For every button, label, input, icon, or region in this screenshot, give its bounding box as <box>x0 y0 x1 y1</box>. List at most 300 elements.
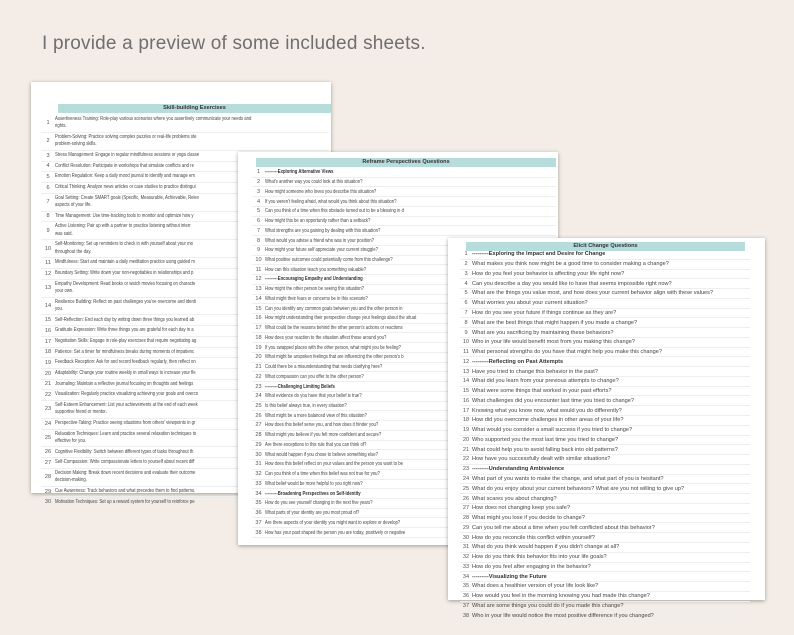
row-text-line: your own. <box>55 288 74 295</box>
row-number: 36 <box>255 510 262 517</box>
table-row <box>252 217 556 227</box>
row-text-line: Is this belief always true, in every situation? <box>265 402 347 409</box>
row-number: 12 <box>44 270 52 277</box>
row-number: 14 <box>255 295 262 302</box>
row-text-line: Can you describe a day you would like to have that seems impossible right now? <box>472 280 672 287</box>
row-text-line: throughout the day. <box>55 248 92 255</box>
row-text <box>472 583 750 589</box>
row-number: 25 <box>462 485 470 492</box>
row-number: 7 <box>46 199 50 206</box>
row-number: 5 <box>46 174 50 181</box>
table-row <box>252 178 556 188</box>
row-text-line: Empathy Development: Read books or watch movies focusing on characte <box>55 280 196 287</box>
row-number: 1 <box>46 120 50 127</box>
row-text-line: Who supported you the most last time you tried to change? <box>472 436 619 443</box>
row-text-line: How might this be an opportunity rather than a setback? <box>265 218 371 225</box>
row-text-line: Gratitude Expression: Write three things you are grateful for each day in a <box>55 327 194 334</box>
table-row <box>460 260 750 270</box>
row-text <box>472 281 750 287</box>
row-text-line: What might their fears or concerns be in this scenario? <box>265 295 368 302</box>
row-number: 10 <box>255 256 262 263</box>
row-text-line: Motivation Techniques: Set up a reward system for yourself to reinforce pe <box>55 498 195 505</box>
row-text <box>472 369 750 375</box>
row-text <box>472 515 750 521</box>
preview-headline: I provide a preview of some included sheets. <box>42 33 426 54</box>
row-number: 36 <box>462 593 470 600</box>
row-text-line: What are you sacrificing by maintaining these behaviors? <box>472 329 614 336</box>
row-text <box>472 603 750 609</box>
row-text-line: What evidence do you have that your belief is true? <box>265 393 362 400</box>
row-text <box>55 134 329 149</box>
row-text-line: aspects of your life. <box>55 202 92 209</box>
row-number: 31 <box>255 461 262 468</box>
row-number: 5 <box>464 290 468 297</box>
row-text-line: rights. <box>55 123 67 130</box>
row-text-line: How might the other person be seeing this situation? <box>265 286 365 293</box>
table-row <box>460 592 750 602</box>
row-text-line: What scares you about changing? <box>472 495 557 502</box>
row-number: 4 <box>46 163 50 170</box>
row-text-line: supportive friend or mentor. <box>55 409 107 416</box>
row-text <box>472 476 750 482</box>
row-text <box>472 417 750 423</box>
row-text-line: What are the things you value most, and how does your current behavior align with these values? <box>472 290 713 297</box>
row-number: 28 <box>255 432 262 439</box>
row-number: 14 <box>44 303 52 309</box>
row-text-line: How does this belief reflect on your values and the person you want to be <box>265 461 404 468</box>
row-text <box>265 189 556 195</box>
row-number: 2 <box>256 179 261 186</box>
row-number: 26 <box>462 495 470 502</box>
row-text <box>472 320 750 326</box>
row-number: 24 <box>44 420 52 427</box>
row-number: 20 <box>462 436 470 443</box>
row-text-line: What parts of your identity are you most proud of? <box>265 510 360 517</box>
table-row <box>460 514 750 524</box>
row-text <box>472 271 750 277</box>
row-text-line: Critical Thinking: Analyze news articles or case studies to practice distingui <box>55 184 196 191</box>
row-number: 15 <box>462 388 470 395</box>
row-text-line: If you swapped places with the other person, what might you be feeling? <box>265 344 401 351</box>
row-number: 35 <box>462 583 470 590</box>
row-text-line: How would you feel in the morning knowing you had made this change? <box>472 593 650 600</box>
sheet-title: Elicit Change Questions <box>466 242 745 251</box>
sheet-title: Skill-building Exercises <box>58 104 331 113</box>
row-number: 38 <box>462 612 470 619</box>
table-row <box>460 299 750 309</box>
row-number: 31 <box>462 544 470 551</box>
row-number: 8 <box>256 237 261 244</box>
row-text-line: Cue Awareness: Track behaviors and what precedes them to find patterns. <box>55 487 196 494</box>
row-number: 17 <box>44 338 52 345</box>
row-text-line: What does a healthier version of your life look like? <box>472 583 599 590</box>
row-number: 8 <box>46 213 50 220</box>
row-text <box>472 613 750 619</box>
row-number: 29 <box>462 524 470 531</box>
row-text-line: How has your past shaped the person you are today, positively or negative <box>265 529 406 536</box>
row-text-line: ---------Understanding Ambivalence <box>472 466 565 473</box>
row-text-line: ---------Broadening Perspectives on Self-Identity <box>265 490 361 497</box>
row-text-line: How might understanding their perspective change your feelings about the situat <box>265 315 417 322</box>
table-row <box>460 494 750 504</box>
row-text-line: Could there be a misunderstanding that needs clarifying here? <box>265 364 383 371</box>
table-row <box>460 367 750 377</box>
section-heading-row <box>460 572 750 582</box>
table-row <box>460 582 750 592</box>
row-text-line: Self-Compassion: Write compassionate letters to yourself about recent diff <box>55 459 195 466</box>
row-number: 21 <box>462 446 470 453</box>
row-text <box>472 300 750 306</box>
row-text-line: Conflict Resolution: Participate in workshops that simulate conflicts and re <box>55 162 194 169</box>
row-number: 27 <box>44 459 52 466</box>
sheet-title: Reframe Perspectives Questions <box>256 158 556 167</box>
table-row <box>460 328 750 338</box>
table-row <box>252 207 556 217</box>
table-row <box>460 611 750 621</box>
row-text <box>472 554 750 560</box>
row-number: 11 <box>255 266 262 273</box>
row-text <box>472 310 750 316</box>
row-text-line: What personal strengths do you have that might help you make this change? <box>472 349 662 356</box>
row-number: 24 <box>462 475 470 482</box>
row-text <box>472 466 750 472</box>
row-text-line: Can you tell me about a time when you felt conflicted about this behavior? <box>472 524 655 531</box>
row-number: 13 <box>462 368 470 375</box>
row-text <box>472 505 750 511</box>
row-text-line: Goal Setting: Create SMART goals (Specific, Measurable, Achievable, Relev <box>55 194 199 201</box>
row-text-line: Patience: Set a timer for mindfulness breaks during moments of impatienc <box>55 348 195 355</box>
row-text <box>472 261 750 267</box>
row-text-line: Stress Management: Engage in regular mindfulness sessions or yoga classe <box>55 152 200 159</box>
row-text-line: What would you advise a friend who was in your position? <box>265 237 374 244</box>
row-number: 7 <box>256 227 261 234</box>
row-text-line: effective for you. <box>55 437 87 444</box>
row-text-line: How did you overcome challenges in other areas of your life? <box>472 417 624 424</box>
row-number: 13 <box>255 286 262 293</box>
row-text-line: What would you consider a small success if you tried to change? <box>472 427 633 434</box>
row-number: 34 <box>255 490 262 497</box>
row-text-line: What could help you to avoid falling back into old patterns? <box>472 446 618 453</box>
row-number: 24 <box>255 393 262 400</box>
row-number: 16 <box>255 315 262 322</box>
row-number: 10 <box>44 245 52 252</box>
table-row <box>460 523 750 533</box>
row-number: 15 <box>255 305 262 312</box>
table-row <box>460 484 750 494</box>
table-row <box>460 270 750 280</box>
row-text-line: Have you tried to change this behavior in the past? <box>472 368 598 375</box>
row-text-line: was said. <box>55 230 73 237</box>
row-number: 32 <box>255 471 262 478</box>
row-text-line: Decision Making: Break down recent decisions and evaluate their outcome <box>55 470 196 476</box>
row-number: 20 <box>255 354 262 361</box>
row-text <box>472 593 750 599</box>
row-text-line: Time Management: Use time-tracking tools to monitor and optimize how y <box>55 212 194 219</box>
row-number: 6 <box>256 218 261 225</box>
row-number: 19 <box>462 427 470 434</box>
row-number: 25 <box>44 434 52 441</box>
row-text <box>472 544 750 550</box>
row-text <box>472 535 750 541</box>
row-text <box>472 437 750 443</box>
row-text-line: Emotion Regulation: Keep a daily mood journal to identify and manage em <box>55 173 195 180</box>
row-text <box>472 496 750 502</box>
row-text <box>55 116 329 131</box>
row-text-line: What might you believe if you felt more confident and secure? <box>265 432 382 439</box>
table-row <box>252 197 556 207</box>
row-number: 27 <box>462 505 470 512</box>
row-text-line: ---------Exploring the Impact and Desire for Change <box>472 251 606 258</box>
row-number: 9 <box>464 329 468 336</box>
row-text-line: Boundary Setting: Write down your non-negotiables in relationships and p <box>55 270 194 277</box>
row-text <box>472 574 750 580</box>
row-text <box>265 228 556 234</box>
row-text-line: ---------Challenging Limiting Beliefs <box>265 383 335 390</box>
row-text-line: Self-Esteem Enhancement: List your achievements at the end of each week <box>55 402 198 409</box>
row-text-line: What are some things you could do if you made this change? <box>472 602 624 609</box>
row-text-line: What challenges did you encounter last time you tried to change? <box>472 397 635 404</box>
row-number: 23 <box>462 466 470 473</box>
row-text <box>472 290 750 296</box>
row-number: 22 <box>462 456 470 463</box>
row-text <box>265 199 556 205</box>
row-text-line: Who in your life would notice the most positive difference if you changed? <box>472 612 654 619</box>
row-text-line: Self-Monitoring: Set up reminders to check in with yourself about your mo <box>55 241 193 248</box>
row-text-line: What strengths are you gaining by dealing with this situation? <box>265 227 381 234</box>
row-text-line: Problem-Solving: Practice solving complex puzzles or real-life problems ste <box>55 134 197 141</box>
table-row <box>460 318 750 328</box>
table-row <box>252 226 556 236</box>
row-text-line: What could be the reasons behind the other person's actions or reactions <box>265 325 403 332</box>
table-row <box>460 396 750 406</box>
row-number: 2 <box>46 138 50 145</box>
row-number: 22 <box>255 373 262 380</box>
row-text-line: Relaxation Techniques: Learn and practice several relaxation techniques to <box>55 430 197 437</box>
table-row <box>460 533 750 543</box>
row-text-line: ---------Reflecting on Past Attempts <box>472 358 564 365</box>
row-text-line: Are there aspects of your identity you might want to explore or develop? <box>265 519 401 526</box>
row-text <box>472 486 750 492</box>
table-row <box>460 426 750 436</box>
row-number: 30 <box>255 451 262 458</box>
row-text <box>265 169 556 175</box>
row-number: 8 <box>464 319 468 326</box>
row-text <box>472 564 750 570</box>
table-row <box>460 416 750 426</box>
row-number: 23 <box>255 383 262 390</box>
row-number: 30 <box>462 534 470 541</box>
row-text-line: What did you learn from your previous attempts to change? <box>472 378 619 385</box>
row-number: 21 <box>44 381 52 388</box>
row-number: 10 <box>462 339 470 346</box>
table-row <box>41 115 329 133</box>
row-number: 30 <box>44 499 52 506</box>
row-number: 4 <box>464 280 468 287</box>
table-row <box>460 309 750 319</box>
row-number: 20 <box>44 370 52 377</box>
row-number: 9 <box>46 227 50 234</box>
row-number: 22 <box>44 392 52 399</box>
row-text <box>472 349 750 355</box>
row-text-line: Negotiation Skills: Engage in role-play exercises that require negotiating ag <box>55 338 197 345</box>
row-text-line: Self-Reflection: End each day by writing down three things you learned ab <box>55 316 195 323</box>
row-text-line: Resilience Building: Reflect on past challenges you've overcome and identi <box>55 298 196 305</box>
row-text-line: What's another way you could look at this situation? <box>265 179 363 186</box>
row-number: 29 <box>255 441 262 448</box>
row-number: 38 <box>255 529 262 536</box>
row-text-line: How do you see your future if things continue as they are? <box>472 309 617 316</box>
row-text-line: What do you enjoy about your current behaviors? What are you not willing to give up? <box>472 485 685 492</box>
row-text-line: What are the best things that might happen if you made a change? <box>472 319 638 326</box>
row-text-line: Who in your life would benefit most from you making this change? <box>472 339 635 346</box>
row-text-line: Are there exceptions to this rule that you can think of? <box>265 441 367 448</box>
row-text-line: Journaling: Maintain a reflective journal focusing on thoughts and feelings <box>55 380 194 387</box>
row-text-line: How do you think this behavior fits into your life goals? <box>472 554 607 561</box>
row-number: 12 <box>255 276 262 283</box>
row-text-line: How do you reconcile this conflict within yourself? <box>472 534 595 541</box>
row-number: 23 <box>44 406 52 413</box>
row-text-line: What might you lose if you decide to change? <box>472 515 585 522</box>
row-text-line: What makes you think now might be a good time to consider making a change? <box>472 261 669 268</box>
row-number: 28 <box>462 515 470 522</box>
table-row <box>460 279 750 289</box>
table-row <box>460 445 750 455</box>
row-text-line: What compassion can you offer to the other person? <box>265 373 364 380</box>
row-number: 27 <box>255 422 262 429</box>
section-heading-row <box>460 357 750 367</box>
row-number: 19 <box>255 344 262 351</box>
row-text-line: Adaptability: Change your routine weekly in small ways to increase your fle <box>55 370 196 377</box>
row-number: 14 <box>462 378 470 385</box>
row-number: 15 <box>44 317 52 324</box>
row-number: 35 <box>255 500 262 507</box>
row-number: 26 <box>44 449 52 456</box>
row-text-line: What part of you wants to make the change, and what part of you is hesitant? <box>472 475 664 482</box>
table-row <box>252 187 556 197</box>
row-text-line: Can you identify any common goals between you and the other person in <box>265 305 403 312</box>
row-number: 3 <box>46 152 50 159</box>
row-text-line: ---------Visualizing the Future <box>472 573 547 580</box>
row-text-line: What would happen if you chose to believe something else? <box>265 451 378 458</box>
row-number: 17 <box>462 407 470 414</box>
table-row <box>460 348 750 358</box>
table-row <box>460 338 750 348</box>
row-number: 6 <box>464 300 468 307</box>
row-text-line: How do you feel your behavior is affecting your life right now? <box>472 270 625 277</box>
row-text-line: How might your future self appreciate your current struggle? <box>265 247 378 254</box>
row-text-line: How might someone who loves you describe this situation? <box>265 188 377 195</box>
row-text-line: ---------Exploring Alternative Views <box>265 169 334 176</box>
row-number: 26 <box>255 412 262 419</box>
sheet-rows <box>460 250 750 621</box>
row-number: 33 <box>255 480 262 487</box>
row-number: 18 <box>44 349 52 356</box>
section-heading-row <box>460 465 750 475</box>
row-text-line: What worries you about your current situation? <box>472 300 588 307</box>
row-text <box>472 427 750 433</box>
row-text <box>472 456 750 462</box>
row-text <box>472 388 750 394</box>
row-number: 1 <box>256 169 261 176</box>
row-number: 18 <box>255 334 262 341</box>
table-row <box>460 504 750 514</box>
row-number: 37 <box>255 519 262 526</box>
row-text <box>265 218 556 224</box>
row-number: 33 <box>462 563 470 570</box>
row-number: 32 <box>462 554 470 561</box>
row-text-line: you. <box>55 306 64 312</box>
row-text-line: What might be unspoken feelings that are influencing the other person's b <box>265 354 404 361</box>
row-number: 11 <box>45 260 51 267</box>
row-text <box>472 378 750 384</box>
row-number: 28 <box>44 474 52 481</box>
row-number: 13 <box>44 285 52 292</box>
row-text-line: How can this situation teach you something valuable? <box>265 266 367 273</box>
row-text-line: Can you think of a time when this obstacle turned out to be a blessing in d <box>265 208 404 215</box>
row-text <box>472 447 750 453</box>
row-number: 6 <box>46 184 50 191</box>
row-text-line: How do you see yourself changing in the next five years? <box>265 500 373 507</box>
row-number: 11 <box>463 349 469 356</box>
row-text <box>265 179 556 185</box>
row-text-line: How does your reaction to the situation affect those around you? <box>265 334 387 341</box>
table-row <box>460 387 750 397</box>
section-heading-row <box>460 250 750 260</box>
row-number: 3 <box>464 270 468 277</box>
table-row <box>41 133 329 151</box>
row-number: 2 <box>464 261 468 268</box>
row-text-line: Perspective-Taking: Practice seeing situations from others' viewpoints in gr <box>55 420 196 427</box>
table-row <box>460 475 750 485</box>
row-number: 29 <box>44 488 52 495</box>
row-number: 16 <box>462 397 470 404</box>
row-text-line: Visualization: Regularly practice visualizing achieving your goals and overco <box>55 391 199 398</box>
row-text-line: Cognitive Flexibility: Switch between different types of tasks throughout th <box>55 448 194 455</box>
row-text <box>472 330 750 336</box>
row-text-line: ---------Encouraging Empathy and Understanding <box>265 276 363 283</box>
row-text <box>472 408 750 414</box>
row-number: 12 <box>462 358 470 365</box>
row-text-line: If you weren't feeling afraid, what would you think about this situation? <box>265 198 397 205</box>
row-number: 7 <box>464 309 468 316</box>
row-number: 19 <box>44 360 52 366</box>
table-row <box>460 563 750 573</box>
row-number: 18 <box>462 417 470 424</box>
row-text <box>472 359 750 365</box>
row-number: 16 <box>44 327 52 334</box>
row-text-line: Mindfulness: Start and maintain a daily meditation practice using guided m <box>55 259 195 266</box>
row-number: 25 <box>255 402 262 409</box>
row-number: 5 <box>256 208 261 215</box>
row-text-line: Active Listening: Pair up with a partner to practice listening without interr <box>55 223 191 230</box>
row-text-line: Assertiveness Training: Role-play various scenarios where you assertively communicate your needs and <box>55 116 252 123</box>
row-text-line: What might be a more balanced view of this situation? <box>265 412 367 419</box>
section-heading-row <box>252 168 556 178</box>
row-text-line: problem-solving skills. <box>55 141 97 148</box>
table-row <box>460 543 750 553</box>
row-number: 3 <box>256 188 261 195</box>
row-number: 4 <box>256 198 261 205</box>
row-text-line: Can you think of a time when this belief was not true for you? <box>265 471 380 478</box>
row-text-line: How does this belief serve you, and how does it hinder you? <box>265 422 379 429</box>
row-text-line: decision-making. <box>55 477 87 484</box>
row-text-line: How do you feel after engaging in the behavior? <box>472 563 591 570</box>
row-text-line: What belief would be more helpful to you right now? <box>265 480 363 487</box>
table-row <box>460 377 750 387</box>
table-row <box>460 455 750 465</box>
table-row <box>460 406 750 416</box>
sheet-elicit-change-questions <box>448 238 765 619</box>
